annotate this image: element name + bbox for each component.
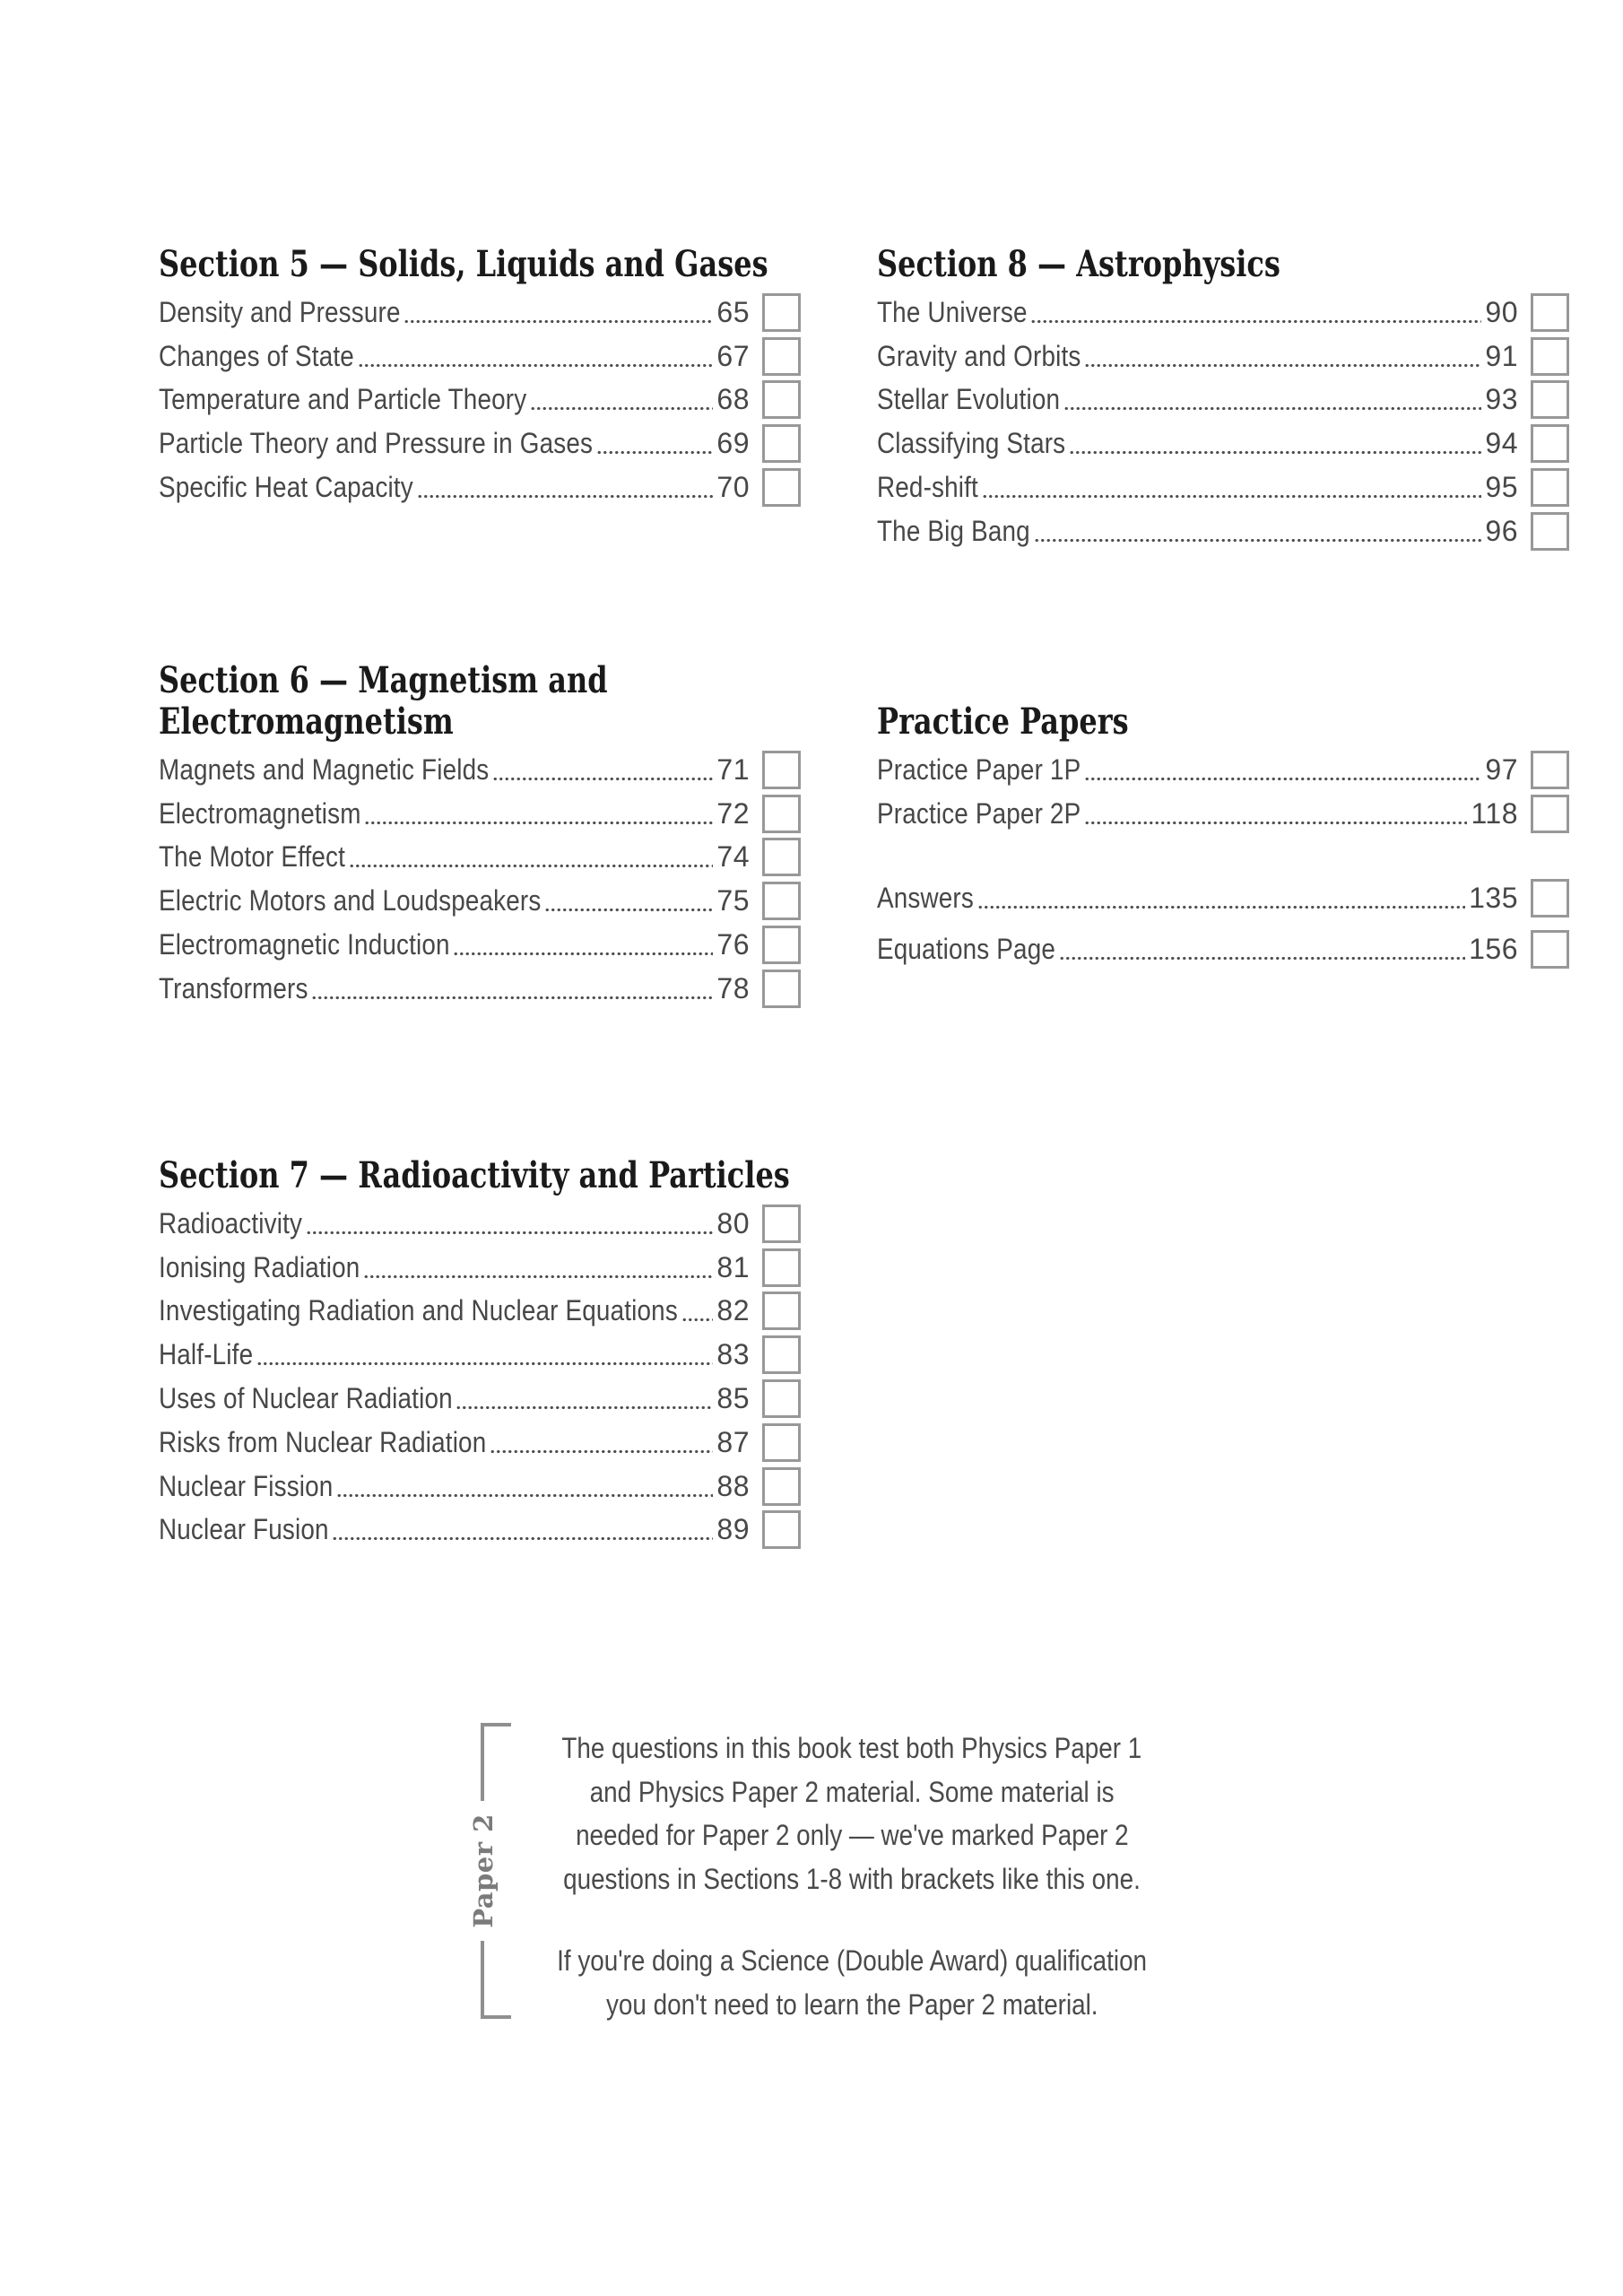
toc-page-number: 67: [716, 339, 750, 372]
section-8-block: [877, 244, 1569, 553]
section-heading-line: Section 8 — Astrophysics: [877, 243, 1280, 285]
dotted-leader: [336, 1493, 713, 1498]
note-paragraph-1: [489, 1726, 1215, 1900]
toc-item-label: Practice Paper 1P: [877, 752, 1081, 786]
dotted-leader: [417, 494, 714, 499]
toc-page-number: 80: [716, 1206, 750, 1239]
tick-checkbox[interactable]: [1531, 380, 1569, 419]
toc-item-label: The Big Bang: [877, 514, 1030, 547]
practice-papers-rows: [877, 748, 1569, 971]
toc-item-label: Classifying Stars: [877, 427, 1066, 460]
section-heading-line: Practice Papers: [877, 700, 1129, 743]
toc-item-label: Particle Theory and Pressure in Gases: [159, 427, 594, 460]
toc-item-label: Stellar Evolution: [877, 383, 1061, 416]
tick-checkbox[interactable]: [762, 293, 801, 332]
dotted-leader: [1059, 956, 1465, 961]
toc-page-number: 94: [1485, 427, 1518, 460]
tick-checkbox[interactable]: [1531, 337, 1569, 376]
toc-row: [159, 1421, 801, 1465]
toc-page-number: 78: [716, 971, 750, 1004]
tick-checkbox[interactable]: [762, 468, 801, 507]
dotted-leader: [404, 319, 713, 324]
toc-item-label: Practice Paper 2P: [877, 796, 1081, 830]
toc-item-label: Electric Motors and Loudspeakers: [159, 884, 542, 918]
dotted-leader: [544, 908, 713, 912]
practice-papers-heading: [877, 701, 1569, 743]
toc-item-label: Electromagnetic Induction: [159, 928, 450, 961]
dotted-leader: [1034, 538, 1482, 543]
toc-page-number: 97: [1485, 752, 1518, 786]
toc-item-label: Radioactivity: [159, 1206, 303, 1239]
toc-page-number: 71: [716, 752, 750, 786]
toc-page-number: 87: [716, 1425, 750, 1458]
dotted-leader: [530, 406, 713, 411]
toc-page-number: 96: [1485, 514, 1518, 547]
section-5-rows: [159, 291, 801, 509]
note-line: needed for Paper 2 only — we've marked Paper 2: [575, 1819, 1129, 1851]
dotted-leader: [1084, 777, 1481, 781]
toc-item-label: Investigating Radiation and Nuclear Equations: [159, 1294, 678, 1327]
toc-item-label: Risks from Nuclear Radiation: [159, 1425, 487, 1458]
tick-checkbox[interactable]: [762, 1205, 801, 1243]
practice-papers-block: [877, 701, 1569, 971]
section-6-heading: [159, 660, 801, 743]
toc-page-number: 81: [716, 1250, 750, 1283]
tick-checkbox[interactable]: [1531, 468, 1569, 507]
section-8-rows: [877, 291, 1569, 553]
tick-checkbox[interactable]: [762, 926, 801, 964]
toc-row: [159, 1465, 801, 1509]
toc-page-number: 93: [1485, 383, 1518, 416]
dotted-leader: [977, 905, 1465, 909]
toc-item-label: Half-Life: [159, 1338, 254, 1371]
toc-row: [877, 792, 1569, 836]
tick-checkbox[interactable]: [1531, 293, 1569, 332]
toc-row: [159, 792, 801, 836]
toc-item-label: Transformers: [159, 971, 308, 1004]
toc-page-number: 95: [1485, 471, 1518, 504]
toc-row: [877, 335, 1569, 378]
tick-checkbox[interactable]: [1531, 795, 1569, 833]
paper2-rotated-label: Paper 2: [468, 1813, 499, 1928]
tick-checkbox[interactable]: [1531, 930, 1569, 969]
toc-page-number: 88: [716, 1469, 750, 1502]
toc-page-number: 70: [716, 471, 750, 504]
tick-checkbox[interactable]: [762, 1335, 801, 1374]
tick-checkbox[interactable]: [762, 337, 801, 376]
tick-checkbox[interactable]: [762, 1467, 801, 1506]
toc-item-label: Specific Heat Capacity: [159, 471, 413, 504]
section-6-rows: [159, 748, 801, 1011]
toc-row: [159, 967, 801, 1011]
dotted-leader: [1030, 319, 1481, 324]
dotted-leader: [311, 996, 713, 1000]
tick-checkbox[interactable]: [762, 795, 801, 833]
tick-checkbox[interactable]: [762, 1510, 801, 1549]
dotted-leader: [1063, 406, 1482, 411]
toc-row: [877, 509, 1569, 553]
toc-row: [877, 378, 1569, 422]
section-heading-line: Section 7 — Radioactivity and Particles: [159, 1154, 790, 1196]
toc-item-label: Nuclear Fission: [159, 1469, 334, 1502]
toc-page-number: 72: [716, 796, 750, 830]
toc-row: [159, 465, 801, 509]
dotted-leader: [492, 777, 713, 781]
toc-page-number: 118: [1471, 796, 1518, 830]
section-heading-line: Section 6 — Magnetism and: [159, 659, 608, 701]
toc-row: [877, 927, 1569, 971]
toc-row: [159, 1202, 801, 1246]
section-5-heading: [159, 244, 801, 285]
tick-checkbox[interactable]: [1531, 512, 1569, 551]
note-line: questions in Sections 1-8 with brackets like this one.: [563, 1862, 1141, 1895]
note-line: you don't need to learn the Paper 2 material.: [605, 1987, 1098, 2021]
dotted-leader: [1069, 450, 1481, 455]
toc-row: [159, 1333, 801, 1377]
note-line: If you're doing a Science (Double Award) qualification: [557, 1944, 1147, 1977]
toc-row: [877, 465, 1569, 509]
dotted-leader: [490, 1449, 713, 1454]
toc-row: [159, 422, 801, 465]
toc-page-number: 65: [716, 295, 750, 328]
dotted-leader: [596, 450, 714, 455]
tick-checkbox[interactable]: [1531, 751, 1569, 789]
toc-page-number: 89: [716, 1513, 750, 1546]
toc-item-label: The Motor Effect: [159, 840, 346, 874]
tick-checkbox[interactable]: [762, 380, 801, 419]
toc-item-label: Equations Page: [877, 933, 1056, 966]
tick-checkbox[interactable]: [762, 751, 801, 789]
section-6-block: [159, 660, 801, 1011]
toc-item-label: Nuclear Fusion: [159, 1513, 329, 1546]
dotted-leader: [306, 1231, 714, 1235]
dotted-leader: [332, 1536, 713, 1541]
toc-item-label: Temperature and Particle Theory: [159, 383, 527, 416]
note-line: and Physics Paper 2 material. Some material is: [589, 1775, 1115, 1808]
toc-item-label: Magnets and Magnetic Fields: [159, 752, 490, 786]
toc-item-label: Ionising Radiation: [159, 1250, 360, 1283]
tick-checkbox[interactable]: [762, 1379, 801, 1418]
dotted-leader: [256, 1361, 713, 1366]
note-line: The questions in this book test both Physics Paper 1: [561, 1732, 1142, 1764]
toc-row: [877, 422, 1569, 465]
toc-page-number: 69: [716, 427, 750, 460]
toc-page-number: 75: [716, 884, 750, 918]
toc-row: [159, 1509, 801, 1552]
dotted-leader: [453, 952, 713, 956]
toc-page-number: 156: [1469, 933, 1518, 966]
tick-checkbox[interactable]: [762, 838, 801, 876]
toc-item-label: Electromagnetism: [159, 796, 361, 830]
section-5-block: [159, 244, 801, 509]
section-7-rows: [159, 1202, 801, 1552]
toc-row: [159, 923, 801, 967]
toc-page-number: 83: [716, 1338, 750, 1371]
dotted-leader: [363, 1274, 713, 1279]
dotted-leader: [982, 494, 1482, 499]
toc-row: [877, 748, 1569, 792]
tick-checkbox[interactable]: [1531, 879, 1569, 918]
dotted-leader: [1084, 821, 1467, 825]
section-7-heading: [159, 1155, 801, 1196]
toc-row: [877, 291, 1569, 335]
tick-checkbox[interactable]: [762, 1248, 801, 1287]
toc-row: [159, 1246, 801, 1290]
section-7-block: [159, 1155, 801, 1552]
section-heading-line: Section 5 — Solids, Liquids and Gases: [159, 243, 768, 285]
toc-page-number: 76: [716, 928, 750, 961]
toc-page-number: 68: [716, 383, 750, 416]
toc-item-label: Red-shift: [877, 471, 978, 504]
toc-row: [159, 335, 801, 378]
dotted-leader: [358, 363, 714, 368]
toc-page-number: 85: [716, 1382, 750, 1415]
toc-item-label: Gravity and Orbits: [877, 339, 1081, 372]
dotted-leader: [456, 1405, 713, 1410]
toc-page-number: 90: [1485, 295, 1518, 328]
tick-checkbox[interactable]: [1531, 424, 1569, 463]
toc-row: [877, 877, 1569, 921]
toc-row: [159, 1290, 801, 1334]
tick-checkbox[interactable]: [762, 424, 801, 463]
dotted-leader: [681, 1318, 714, 1322]
dotted-leader: [349, 864, 714, 868]
toc-item-label: The Universe: [877, 295, 1028, 328]
toc-row: [159, 378, 801, 422]
toc-row: [159, 1377, 801, 1421]
toc-row: [159, 748, 801, 792]
section-heading-line: Electromagnetism: [159, 700, 454, 743]
toc-item-label: Density and Pressure: [159, 295, 401, 328]
toc-page-number: 74: [716, 840, 750, 874]
tick-checkbox[interactable]: [762, 882, 801, 920]
tick-checkbox[interactable]: [762, 1423, 801, 1462]
section-8-heading: [877, 244, 1569, 285]
toc-row: [159, 836, 801, 880]
tick-checkbox[interactable]: [762, 1292, 801, 1330]
toc-row: [159, 291, 801, 335]
note-paragraph-2: [489, 1939, 1215, 2026]
tick-checkbox[interactable]: [762, 970, 801, 1008]
dotted-leader: [1084, 363, 1481, 368]
toc-row: [159, 879, 801, 923]
toc-page-number: 91: [1485, 339, 1518, 372]
toc-item-label: Uses of Nuclear Radiation: [159, 1382, 453, 1415]
dotted-leader: [364, 821, 713, 825]
toc-item-label: Changes of State: [159, 339, 354, 372]
toc-item-label: Answers: [877, 882, 974, 915]
toc-page-number: 135: [1469, 882, 1518, 915]
toc-page-number: 82: [716, 1294, 750, 1327]
